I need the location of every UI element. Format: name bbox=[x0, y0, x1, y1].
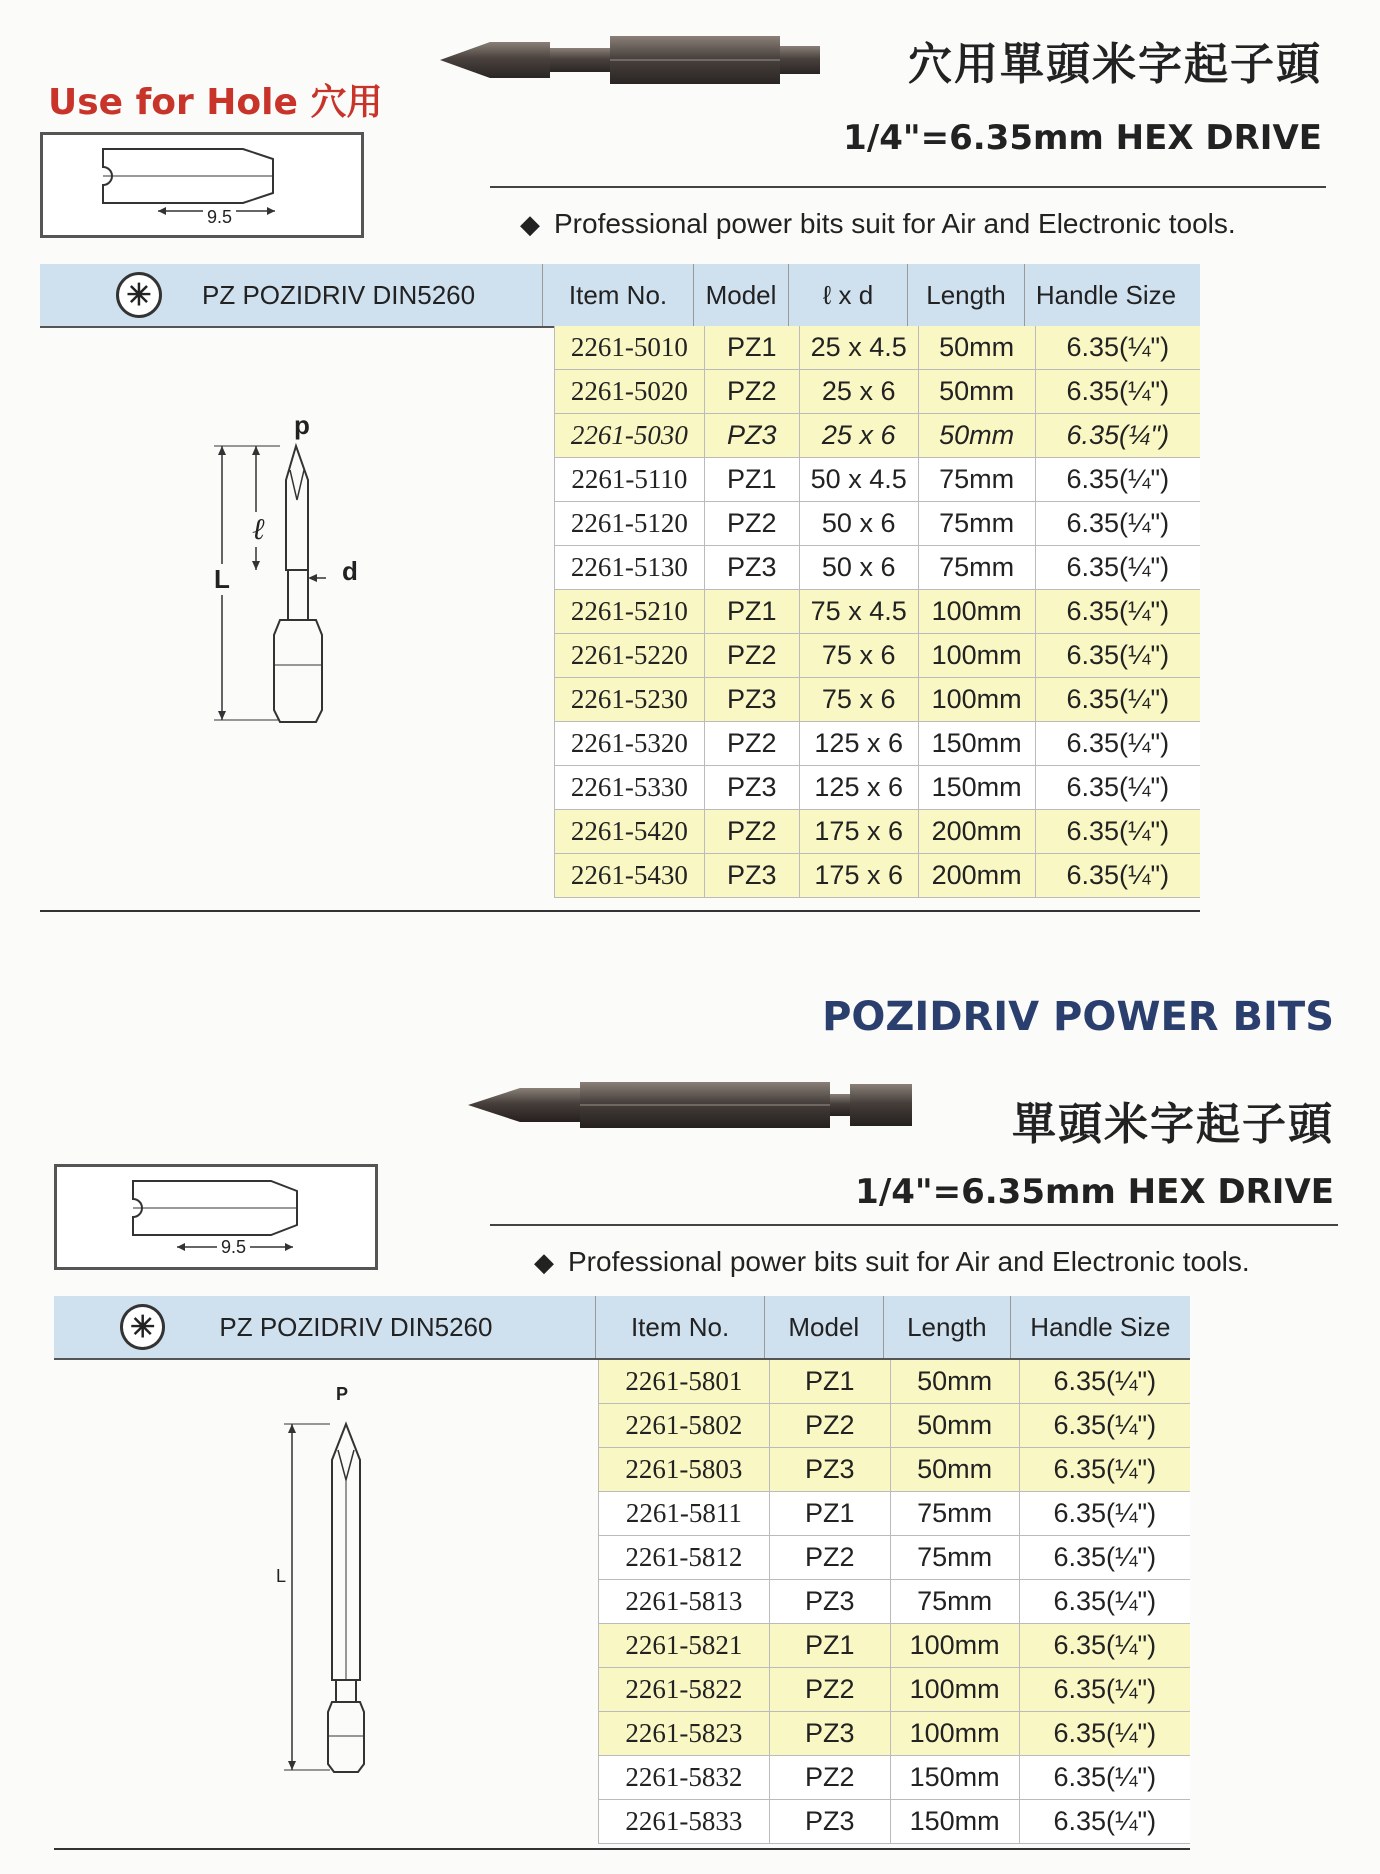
table-row bbox=[555, 854, 1201, 898]
cell-item: 2261-5833 bbox=[599, 1800, 770, 1844]
table-row bbox=[555, 458, 1201, 502]
cell-model: PZ3 bbox=[769, 1580, 890, 1624]
cell-item: 2261-5220 bbox=[555, 634, 705, 678]
cell-length: 75mm bbox=[890, 1492, 1019, 1536]
table-row bbox=[555, 766, 1201, 810]
header2-standard: PZ POZIDRIV DIN5260 bbox=[219, 1311, 493, 1342]
table-row bbox=[599, 1580, 1191, 1624]
table-row bbox=[599, 1668, 1191, 1712]
header-standard: PZ POZIDRIV DIN5260 bbox=[202, 279, 476, 310]
cell-handle: 6.35(¼") bbox=[1035, 546, 1200, 590]
cell-handle: 6.35(¼") bbox=[1019, 1448, 1190, 1492]
cell-model: PZ3 bbox=[704, 414, 799, 458]
cell-model: PZ2 bbox=[704, 722, 799, 766]
header2-model: Model bbox=[788, 1311, 860, 1342]
cell-length: 50mm bbox=[890, 1404, 1019, 1448]
cell-length: 75mm bbox=[918, 546, 1035, 590]
table-row bbox=[599, 1404, 1191, 1448]
section2-title: POZIDRIV POWER BITS bbox=[822, 994, 1334, 1040]
cell-lxd: 125 x 6 bbox=[799, 722, 918, 766]
cell-handle: 6.35(¼") bbox=[1035, 458, 1200, 502]
cell-model: PZ3 bbox=[769, 1712, 890, 1756]
cell-lxd: 175 x 6 bbox=[799, 810, 918, 854]
cell-length: 75mm bbox=[918, 502, 1035, 546]
cell-model: PZ2 bbox=[704, 810, 799, 854]
cell-handle: 6.35(¼") bbox=[1035, 590, 1200, 634]
section1-bullet bbox=[520, 208, 1236, 240]
cell-item: 2261-5802 bbox=[599, 1404, 770, 1448]
diagram2-label-L: L bbox=[276, 1566, 287, 1586]
cell-model: PZ3 bbox=[769, 1448, 890, 1492]
cell-item: 2261-5803 bbox=[599, 1448, 770, 1492]
cell-model: PZ1 bbox=[769, 1624, 890, 1668]
cell-length: 150mm bbox=[890, 1800, 1019, 1844]
header-handle-size: Handle Size bbox=[1035, 279, 1177, 310]
header-item-no: Item No. bbox=[568, 279, 668, 310]
section-2 bbox=[0, 960, 1380, 1874]
cell-handle: 6.35(¼") bbox=[1035, 414, 1200, 458]
cell-length: 150mm bbox=[890, 1756, 1019, 1800]
section2-bullet bbox=[534, 1246, 1250, 1278]
cell-handle: 6.35(¼") bbox=[1035, 810, 1200, 854]
hex-shank-figure-2 bbox=[54, 1164, 378, 1270]
section1-rule bbox=[490, 186, 1326, 188]
diagram-label-p: p bbox=[294, 410, 310, 440]
cell-item: 2261-5210 bbox=[555, 590, 705, 634]
table-row bbox=[555, 590, 1201, 634]
cell-handle: 6.35(¼") bbox=[1019, 1492, 1190, 1536]
cell-handle: 6.35(¼") bbox=[1019, 1712, 1190, 1756]
cell-item: 2261-5010 bbox=[555, 326, 705, 370]
bit-photo-short bbox=[430, 20, 850, 100]
cell-model: PZ3 bbox=[704, 546, 799, 590]
cell-item: 2261-5823 bbox=[599, 1712, 770, 1756]
cell-lxd: 75 x 6 bbox=[799, 634, 918, 678]
section1-table bbox=[554, 326, 1200, 898]
cell-length: 100mm bbox=[890, 1624, 1019, 1668]
table-row bbox=[555, 810, 1201, 854]
cell-model: PZ3 bbox=[704, 854, 799, 898]
shank-dimension-2: 9.5 bbox=[217, 1237, 250, 1258]
cell-handle: 6.35(¼") bbox=[1035, 634, 1200, 678]
cell-model: PZ1 bbox=[704, 458, 799, 502]
table-row bbox=[599, 1492, 1191, 1536]
table-row bbox=[599, 1624, 1191, 1668]
cell-handle: 6.35(¼") bbox=[1035, 854, 1200, 898]
cell-model: PZ3 bbox=[769, 1800, 890, 1844]
header2-handle-size: Handle Size bbox=[1030, 1311, 1171, 1342]
cell-model: PZ1 bbox=[704, 590, 799, 634]
cell-lxd: 175 x 6 bbox=[799, 854, 918, 898]
cell-handle: 6.35(¼") bbox=[1019, 1580, 1190, 1624]
header2-length: Length bbox=[907, 1311, 987, 1342]
cell-item: 2261-5020 bbox=[555, 370, 705, 414]
cell-model: PZ1 bbox=[769, 1492, 890, 1536]
section2-cjk-title: 單頭米字起子頭 bbox=[1012, 1099, 1334, 1150]
bit-photo-long bbox=[460, 1070, 920, 1140]
cell-item: 2261-5821 bbox=[599, 1624, 770, 1668]
table-row bbox=[599, 1360, 1191, 1404]
section2-table bbox=[598, 1360, 1190, 1844]
section-1 bbox=[0, 0, 1380, 920]
cell-length: 50mm bbox=[890, 1360, 1019, 1404]
header-lxd: ℓ x d bbox=[822, 279, 874, 310]
cell-model: PZ2 bbox=[704, 502, 799, 546]
cell-item: 2261-5811 bbox=[599, 1492, 770, 1536]
cell-item: 2261-5230 bbox=[555, 678, 705, 722]
table-row bbox=[599, 1448, 1191, 1492]
cell-lxd: 50 x 4.5 bbox=[799, 458, 918, 502]
cell-model: PZ2 bbox=[769, 1536, 890, 1580]
diagram-label-L: L bbox=[214, 564, 230, 594]
cell-handle: 6.35(¼") bbox=[1035, 766, 1200, 810]
cell-model: PZ3 bbox=[704, 766, 799, 810]
cell-item: 2261-5330 bbox=[555, 766, 705, 810]
cell-model: PZ2 bbox=[704, 634, 799, 678]
table-row bbox=[555, 634, 1201, 678]
cell-item: 2261-5120 bbox=[555, 502, 705, 546]
use-for-hole-label: Use for Hole 穴用 bbox=[48, 82, 383, 123]
cell-length: 100mm bbox=[918, 634, 1035, 678]
cell-length: 50mm bbox=[918, 370, 1035, 414]
cell-item: 2261-5420 bbox=[555, 810, 705, 854]
cell-lxd: 75 x 4.5 bbox=[799, 590, 918, 634]
table-row bbox=[555, 678, 1201, 722]
header2-item-no: Item No. bbox=[630, 1311, 730, 1342]
table-row bbox=[555, 414, 1201, 458]
cell-lxd: 50 x 6 bbox=[799, 546, 918, 590]
table-row bbox=[599, 1536, 1191, 1580]
cell-length: 150mm bbox=[918, 766, 1035, 810]
cell-model: PZ3 bbox=[704, 678, 799, 722]
cell-lxd: 25 x 6 bbox=[799, 370, 918, 414]
cell-model: PZ1 bbox=[704, 326, 799, 370]
diagram2-label-p: P bbox=[336, 1384, 349, 1404]
hex-shank-drawing-2 bbox=[57, 1167, 375, 1267]
cell-length: 75mm bbox=[890, 1580, 1019, 1624]
cell-item: 2261-5110 bbox=[555, 458, 705, 502]
section1-table-header bbox=[40, 264, 1200, 326]
section2-table-header bbox=[54, 1296, 1190, 1358]
table-row bbox=[555, 722, 1201, 766]
cell-handle: 6.35(¼") bbox=[1035, 502, 1200, 546]
cell-handle: 6.35(¼") bbox=[1019, 1360, 1190, 1404]
section2-hex-drive: 1/4"=6.35mm HEX DRIVE bbox=[855, 1172, 1334, 1212]
cell-item: 2261-5822 bbox=[599, 1668, 770, 1712]
cell-handle: 6.35(¼") bbox=[1019, 1404, 1190, 1448]
cell-length: 100mm bbox=[918, 590, 1035, 634]
cell-item: 2261-5832 bbox=[599, 1756, 770, 1800]
diamond-bullet-icon: ◆ bbox=[520, 209, 540, 239]
diagram-label-l: ℓ bbox=[252, 512, 265, 547]
cell-length: 50mm bbox=[918, 414, 1035, 458]
cell-lxd: 25 x 4.5 bbox=[799, 326, 918, 370]
cell-item: 2261-5801 bbox=[599, 1360, 770, 1404]
cell-handle: 6.35(¼") bbox=[1035, 326, 1200, 370]
table-row bbox=[599, 1712, 1191, 1756]
shank-dimension: 9.5 bbox=[203, 207, 236, 228]
cell-lxd: 75 x 6 bbox=[799, 678, 918, 722]
cell-lxd: 50 x 6 bbox=[799, 502, 918, 546]
cell-handle: 6.35(¼") bbox=[1035, 678, 1200, 722]
table-row bbox=[555, 502, 1201, 546]
section1-hex-drive: 1/4"=6.35mm HEX DRIVE bbox=[843, 118, 1322, 158]
cell-model: PZ1 bbox=[769, 1360, 890, 1404]
diagram-label-d: d bbox=[342, 556, 358, 586]
section1-cjk-title: 穴用單頭米字起子頭 bbox=[908, 39, 1322, 90]
section2-bullet-text: Professional power bits suit for Air and Electronic tools. bbox=[568, 1246, 1250, 1277]
cell-handle: 6.35(¼") bbox=[1035, 370, 1200, 414]
table-row bbox=[599, 1800, 1191, 1844]
cell-length: 100mm bbox=[890, 1712, 1019, 1756]
cell-model: PZ2 bbox=[769, 1404, 890, 1448]
cell-handle: 6.35(¼") bbox=[1019, 1668, 1190, 1712]
cell-length: 50mm bbox=[918, 326, 1035, 370]
hex-shank-drawing bbox=[43, 135, 361, 235]
cell-handle: 6.35(¼") bbox=[1019, 1624, 1190, 1668]
cell-model: PZ2 bbox=[769, 1668, 890, 1712]
cell-length: 150mm bbox=[918, 722, 1035, 766]
cell-handle: 6.35(¼") bbox=[1019, 1536, 1190, 1580]
cell-length: 50mm bbox=[890, 1448, 1019, 1492]
section1-bullet-text: Professional power bits suit for Air and Electronic tools. bbox=[554, 208, 1236, 239]
cell-item: 2261-5320 bbox=[555, 722, 705, 766]
cell-item: 2261-5130 bbox=[555, 546, 705, 590]
cell-length: 200mm bbox=[918, 810, 1035, 854]
cell-lxd: 125 x 6 bbox=[799, 766, 918, 810]
cell-length: 100mm bbox=[918, 678, 1035, 722]
table-row bbox=[555, 370, 1201, 414]
cell-handle: 6.35(¼") bbox=[1019, 1800, 1190, 1844]
header-model: Model bbox=[705, 279, 777, 310]
hex-shank-figure bbox=[40, 132, 364, 238]
cell-length: 75mm bbox=[918, 458, 1035, 502]
cell-handle: 6.35(¼") bbox=[1019, 1756, 1190, 1800]
table-row bbox=[555, 326, 1201, 370]
pozidriv-star-icon: ✳ bbox=[116, 272, 162, 318]
cell-length: 100mm bbox=[890, 1668, 1019, 1712]
cell-item: 2261-5430 bbox=[555, 854, 705, 898]
cell-handle: 6.35(¼") bbox=[1035, 722, 1200, 766]
cell-lxd: 25 x 6 bbox=[799, 414, 918, 458]
header-length: Length bbox=[926, 279, 1006, 310]
cell-model: PZ2 bbox=[769, 1756, 890, 1800]
cell-length: 75mm bbox=[890, 1536, 1019, 1580]
cell-item: 2261-5030 bbox=[555, 414, 705, 458]
cell-length: 200mm bbox=[918, 854, 1035, 898]
pozidriv-star-icon: ✳ bbox=[120, 1304, 165, 1350]
long-bit-drawing bbox=[270, 1400, 390, 1780]
cell-model: PZ2 bbox=[704, 370, 799, 414]
table-row bbox=[555, 546, 1201, 590]
table-row bbox=[599, 1756, 1191, 1800]
diamond-bullet-icon: ◆ bbox=[534, 1247, 554, 1277]
section2-rule bbox=[490, 1224, 1338, 1226]
cell-item: 2261-5812 bbox=[599, 1536, 770, 1580]
cell-item: 2261-5813 bbox=[599, 1580, 770, 1624]
